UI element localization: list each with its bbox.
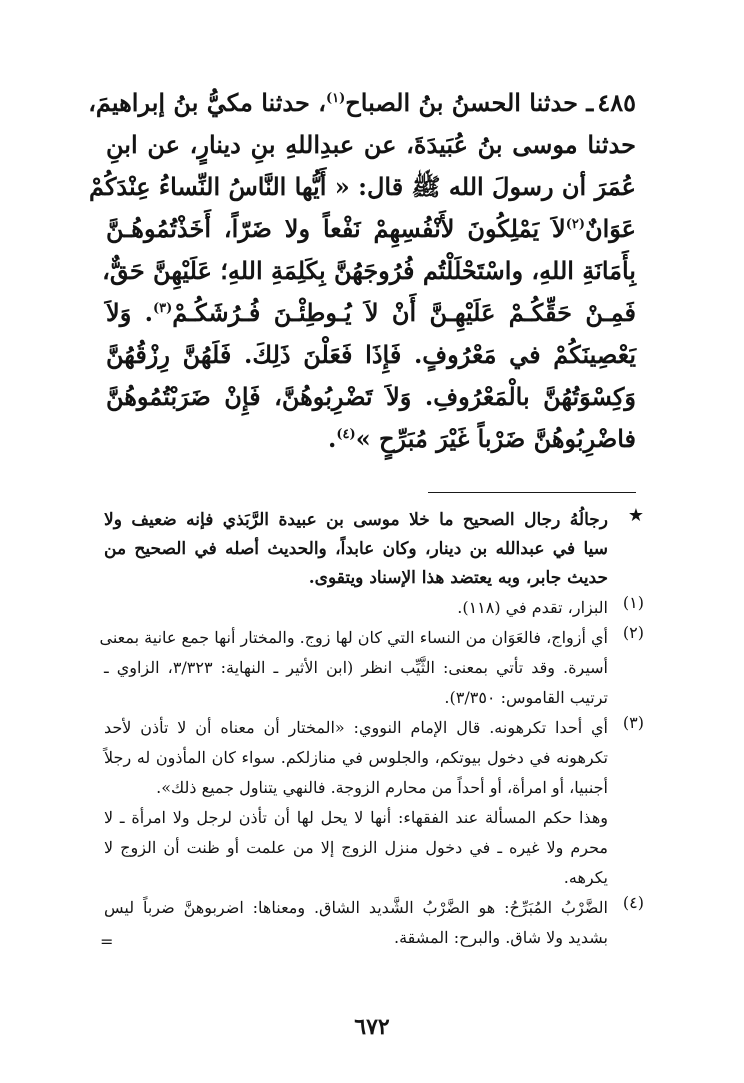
hadith-line: يَعْصِينَكُمْ في مَعْرُوفٍ. فَإِذَا فَعَلْنَ ذَلِكَ. فَلَهُنَّ رِزْقُهُنَّ [106,340,636,369]
footnote-line: أجنبيا، أو امرأة، أو أحداً من محارم الزوجة. فالنهي يتناول جميع ذلك». [156,778,608,797]
hadith-number: ٤٨٥ [597,88,636,117]
hadith-line [88,82,636,124]
footnote-line: تكرهونه في دخول بيوتكم، والجلوس في منازلكم. سواء كان المأذون له رجلاً [104,748,608,767]
footnote-line: بشديد ولا شاق. والبرح: المشقة. [394,928,608,947]
footnote-line: أي أحدا تكرهونه. قال الإمام النووي: «المختار أن معناه أن لا تأذن لأحد [104,718,608,737]
footnote-line: أسيرة. وقد تأتي بمعنى: الثَّيِّب انظر (ابن الأثير ـ النهاية: ٣/٣٢٣، الزاوي ـ [104,658,609,677]
footnote-marker: (٣) [622,713,644,732]
hadith-line: وَكِسْوَتُهُنَّ بالْمَعْرُوفِ. وَلاَ تَضْرِبُوهُنَّ، فَإِنْ ضَرَبْتُمُوهُنَّ [106,382,636,411]
hadith-line: حدثنا موسى بنُ عُبَيدَةَ، عن عبدِاللهِ بنِ دينارٍ، عن ابنِ [106,130,636,159]
footnote-4 [104,893,644,953]
hadith-segment: عَوَانٌ [584,214,636,243]
hadith-line [106,208,636,250]
footnote-line: أي أزواج، فالعَوَان من النساء التي كان لها زوج. والمختار أنها جمع عانية بمعنى [99,628,608,647]
page-number: ٦٧٢ [354,1014,390,1040]
footnote-marker: (٢) [622,623,644,642]
footnote-separator [428,492,636,493]
footnote-grading [104,506,644,593]
hadith-text [88,82,636,460]
footnote-ref: (٣) [152,301,173,316]
hadith-segment: . وَلاَ [106,298,153,327]
footnote-line: الضَّرْبُ المُبَرِّحُ: هو الضَّرْبُ الشَّديد الشاق. ومعناها: اضربوهنَّ ضرباً ليس [104,898,608,917]
footnote-line: ترتيب القاموس: ٣/٣٥٠). [444,688,608,707]
hadith-segment: فَمِـنْ حَقِّكُـمْ عَلَيْهِـنَّ أَنْ لاَ يُـوطِئْـنَ فُـرُشَكُـمْ [172,298,636,327]
footnote-ref: (١) [325,91,346,106]
hadith-segment: لاَ يَمْلِكُونَ لأَنْفُسِهِمْ نَفْعاً ولا ضَرّاً، أَخَذْتُمُوهُـنَّ [106,214,566,243]
footnote-2 [99,623,644,713]
star-icon: ★ [627,505,644,526]
continuation-mark: = [100,932,114,951]
footnote-marker: (٤) [622,893,644,912]
footnote-marker: (١) [622,593,644,612]
footnote-line: رجالُهُ رجال الصحيح ما خلا موسى بن عبيدة الرَّبَذي فإنه ضعيف ولا [104,510,608,530]
footnote-line: وهذا حكم المسألة عند الفقهاء: أنها لا يحل لها أن تأذن لرجل ولا امرأة ـ لا [104,808,608,827]
hadith-line: فاضْرِبُوهُنَّ ضَرْباً غَيْرَ مُبَرِّحٍ »$^{(٤)}$. [328,424,636,453]
hadith-segment: فاضْرِبُوهُنَّ ضَرْباً غَيْرَ مُبَرِّحٍ » [355,424,636,453]
hadith-line: عُمَرَ أن رسولَ الله ﷺ قال: « أَيُّها النَّاسُ النِّساءُ عِنْدَكُمْ [88,172,636,201]
footnote-1 [104,593,644,623]
hadith-segment: ، حدثنا مكيُّ بنُ إبراهيمَ، [88,88,326,117]
hadith-segment: ـ حدثنا الحسنُ بنُ الصباح [345,88,594,117]
footnote-line: محرم ولا غيره ـ في دخول منزل الزوج إلا من علمت أو ظنت أن الزوج لا [104,838,608,857]
hadith-line [106,292,636,334]
footnote-ref: (٤) [336,427,356,442]
hadith-line: بِأَمَانَةِ اللهِ، واسْتَحْلَلْتُم فُرُوجَهُنَّ بِكَلِمَةِ اللهِ؛ عَلَيْهِنَّ حَقٌّ، [102,256,636,285]
footnotes [99,505,644,953]
footnote-line: يكرهه. [563,868,608,887]
footnote-line: حديث جابر، وبه يعتضد هذا الإسناد ويتقوى. [308,568,608,588]
footnote-line: سيا في عبدالله بن دينار، وكان عابداً، والحديث أصله في الصحيح من [104,539,608,559]
footnote-3 [104,713,644,893]
footnote-line: البزار، تقدم في (١١٨). [457,598,608,617]
footnote-ref: (٢) [565,217,585,232]
